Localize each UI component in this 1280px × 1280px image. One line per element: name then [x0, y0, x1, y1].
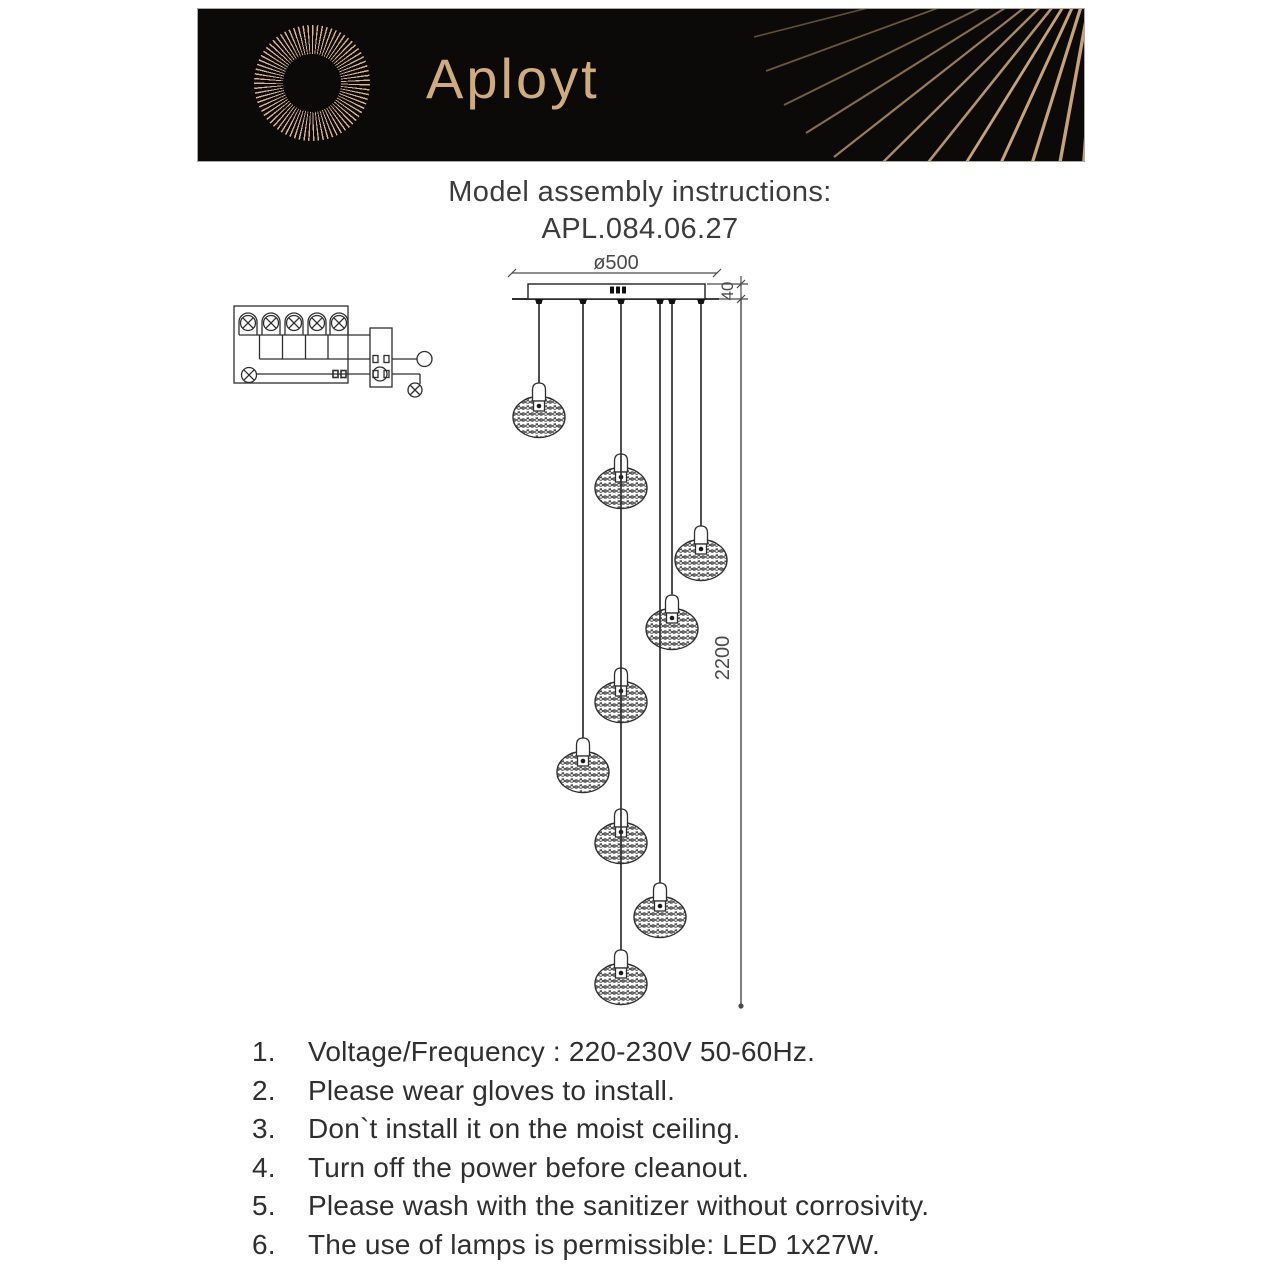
brand-banner — [197, 8, 1085, 162]
globe-9 — [595, 950, 647, 1005]
globe-8 — [634, 883, 686, 938]
item-number: 6. — [252, 1228, 276, 1260]
page-title: Model assembly instructions: — [448, 176, 832, 208]
dim-drop-label: 2200 — [712, 635, 734, 681]
globe-3 — [675, 526, 727, 581]
dim-diameter-label: ø500 — [593, 252, 639, 274]
item-number: 2. — [252, 1074, 276, 1106]
list-item — [252, 1229, 1072, 1268]
brand-name: Aployt — [426, 47, 600, 110]
item-number: 5. — [252, 1190, 276, 1222]
wiring-right-lamp — [408, 383, 422, 397]
wiring-bottom-lamp — [242, 368, 257, 383]
list-item — [252, 1075, 1072, 1114]
list-item — [252, 1152, 1072, 1191]
list-item — [252, 1190, 1072, 1229]
globe-shades — [513, 383, 727, 1005]
wiring-diagram — [222, 296, 444, 404]
item-text: Don`t install it on the moist ceiling. — [308, 1113, 741, 1145]
instructions-list — [252, 1036, 1072, 1268]
item-text: Voltage/Frequency : 220-230V 50-60Hz. — [308, 1036, 816, 1067]
item-number: 4. — [252, 1151, 276, 1183]
canopy — [512, 284, 719, 299]
canopy-mount-detail — [610, 287, 626, 294]
item-text: Turn off the power before cleanout. — [308, 1151, 750, 1183]
item-number: 3. — [252, 1113, 276, 1145]
item-text: Please wear gloves to install. — [308, 1074, 676, 1106]
title-block — [0, 174, 1280, 248]
globe-6 — [557, 738, 609, 793]
list-item — [252, 1036, 1072, 1075]
item-text: The use of lamps is permissible: LED 1x27W. — [308, 1228, 880, 1260]
wiring-switch-circle — [417, 352, 432, 367]
item-number: 1. — [252, 1036, 276, 1067]
globe-4 — [646, 595, 698, 650]
model-number: APL.084.06.27 — [541, 213, 739, 245]
decorative-rays-icon — [754, 9, 1084, 162]
list-item — [252, 1113, 1072, 1152]
chandelier-drawing — [478, 252, 770, 1027]
wiring-lamps-row — [239, 313, 348, 335]
item-text: Please wash with the sanitizer without corrosivity. — [308, 1190, 930, 1222]
dimension-drop — [738, 299, 743, 1009]
dim-thickness-label: 40 — [718, 281, 737, 301]
globe-1 — [513, 383, 565, 438]
sunburst-logo-icon — [254, 25, 370, 141]
